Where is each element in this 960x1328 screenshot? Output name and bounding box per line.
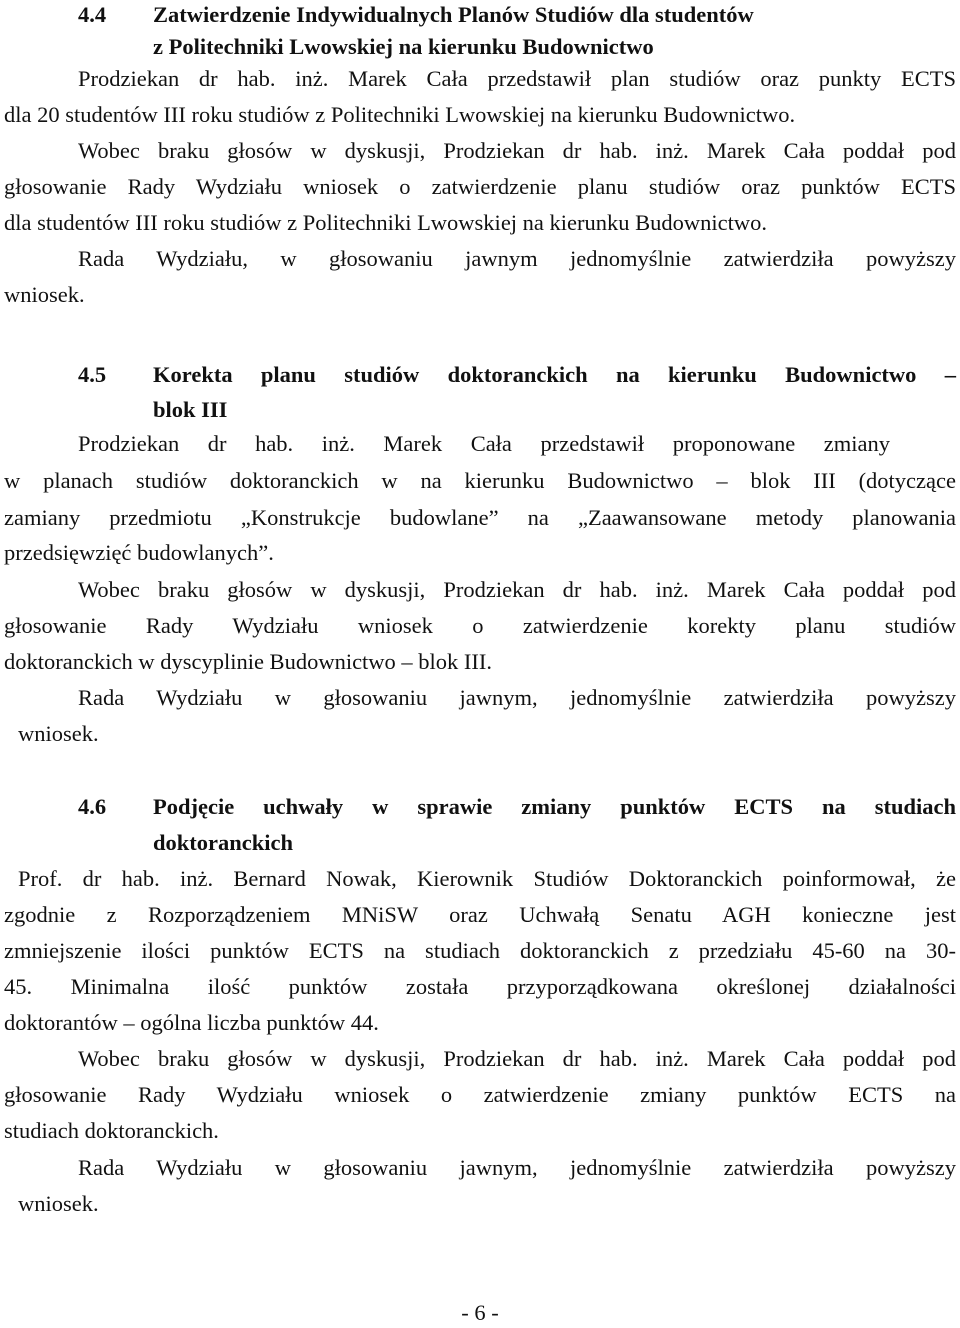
paragraph-line: wniosek. [18,1191,99,1216]
paragraph-line: doktoranckich w dyscyplinie Budownictwo – blok III. [4,649,493,674]
paragraph-line: głosowanie Rady Wydziału wniosek o zatwierdzenie planu studiów oraz punktów ECTS [4,174,956,199]
paragraph-line: głosowanie Rady Wydziału wniosek o zatwierdzenie korekty planu studiów [4,613,956,638]
paragraph-line: zgodnie z Rozporządzeniem MNiSW oraz Uchwałą Senatu AGH konieczne jest [4,902,956,927]
paragraph-line: doktorantów – ogólna liczba punktów 44. [4,1010,379,1035]
paragraph-line: Wobec braku głosów w dyskusji, Prodziekan dr hab. inż. Marek Cała poddał pod [78,577,956,602]
paragraph-line: Prodziekan dr hab. inż. Marek Cała przedstawił plan studiów oraz punkty ECTS [78,66,956,91]
paragraph-line: przedsięwzięć budowlanych”. [4,540,274,565]
paragraph-line: Rada Wydziału w głosowaniu jawnym, jednomyślnie zatwierdziła powyższy [78,685,956,710]
section-title-line: Podjęcie uchwały w sprawie zmiany punktów ECTS na studiach [153,794,956,819]
section-title-line: Korekta planu studiów doktoranckich na kierunku Budownictwo – [153,362,956,387]
section-title-line: Zatwierdzenie Indywidualnych Planów Studiów dla studentów [153,2,754,27]
paragraph-line: Rada Wydziału w głosowaniu jawnym, jednomyślnie zatwierdziła powyższy [78,1155,956,1180]
paragraph-line: Prodziekan dr hab. inż. Marek Cała przedstawił proponowane zmiany [78,431,890,456]
paragraph-line: Wobec braku głosów w dyskusji, Prodziekan dr hab. inż. Marek Cała poddał pod [78,1046,956,1071]
paragraph-line: 45. Minimalna ilość punktów została przyporządkowana określonej działalności [4,974,956,999]
paragraph-line: studiach doktoranckich. [4,1118,219,1143]
paragraph-line: wniosek. [4,282,85,307]
section-number: 4.6 [78,794,107,819]
paragraph-line: dla 20 studentów III roku studiów z Politechniki Lwowskiej na kierunku Budownictwo. [4,102,796,127]
paragraph-line: Rada Wydziału, w głosowaniu jawnym jednomyślnie zatwierdziła powyższy [78,246,956,271]
paragraph-line: w planach studiów doktoranckich w na kierunku Budownictwo – blok III (dotyczące [4,468,956,493]
section-number: 4.5 [78,362,107,387]
page-number: - 6 - [461,1300,499,1325]
paragraph-line: Wobec braku głosów w dyskusji, Prodziekan dr hab. inż. Marek Cała poddał pod [78,138,956,163]
paragraph-line: wniosek. [18,721,99,746]
paragraph-line: dla studentów III roku studiów z Politechniki Lwowskiej na kierunku Budownictwo. [4,210,768,235]
section-title-line: z Politechniki Lwowskiej na kierunku Budownictwo [153,34,654,59]
paragraph-line: głosowanie Rady Wydziału wniosek o zatwierdzenie zmiany punktów ECTS na [4,1082,956,1107]
section-number: 4.4 [78,2,107,27]
section-title-line: blok III [153,397,228,422]
section-title-line: doktoranckich [153,830,294,855]
paragraph-line: zmniejszenie ilości punktów ECTS na studiach doktoranckich z przedziału 45-60 na 30- [4,938,956,963]
paragraph-line: zamiany przedmiotu „Konstrukcje budowlane” na „Zaawansowane metody planowania [4,505,956,530]
paragraph-line: Prof. dr hab. inż. Bernard Nowak, Kierownik Studiów Doktoranckich poinformował, że [18,866,956,891]
